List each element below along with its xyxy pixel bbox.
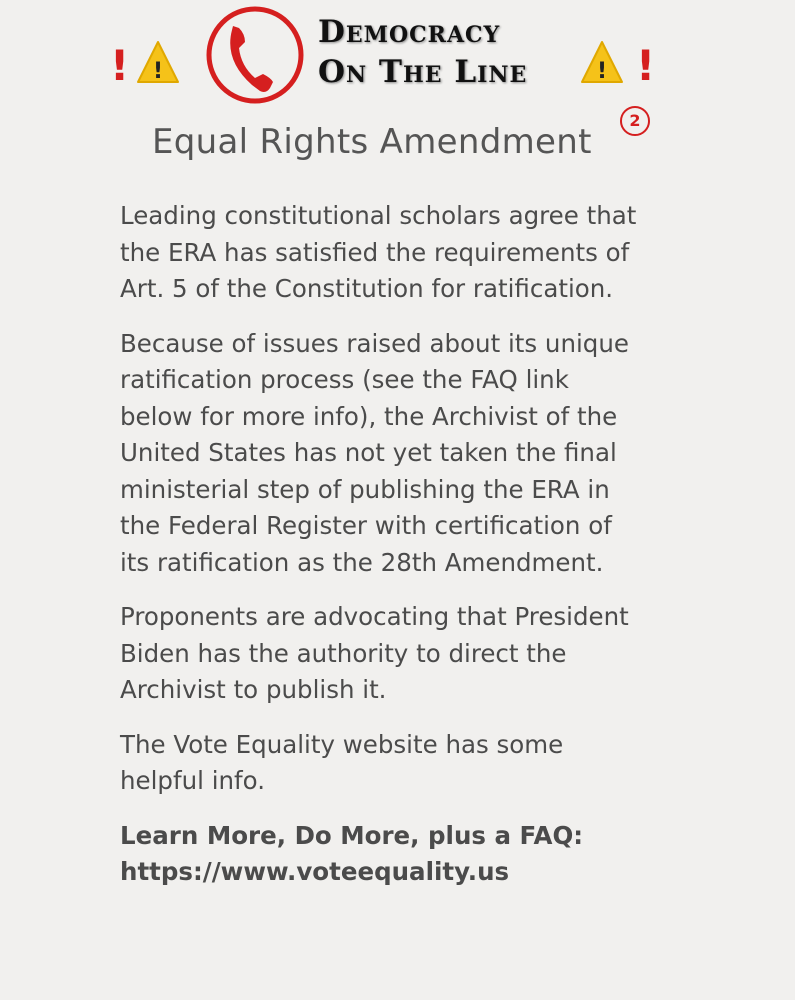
paragraph: The Vote Equality website has some helpful info. bbox=[120, 729, 564, 795]
svg-text:!: ! bbox=[636, 41, 656, 90]
content bbox=[120, 198, 640, 909]
brand-line-2: On The Line bbox=[318, 54, 528, 90]
paragraph: Leading constitutional scholars agree that the ERA has satisfied the requirements of Art. 5 of the Constitution for ratification. bbox=[120, 201, 637, 303]
learn-more-label: Learn More, Do More, plus a FAQ: bbox=[120, 820, 584, 850]
learn-more bbox=[120, 818, 640, 891]
paragraph: Proponents are advocating that President Biden has the authority to direct the Archivist to publish it. bbox=[120, 602, 629, 704]
page-number-badge: 2 bbox=[620, 106, 650, 136]
svg-text:!: ! bbox=[597, 59, 608, 84]
exclamation-icon bbox=[636, 41, 655, 90]
brand-line-1: Democracy bbox=[318, 14, 501, 50]
logo bbox=[0, 0, 795, 120]
phone-icon bbox=[209, 9, 301, 101]
brand-name bbox=[318, 12, 527, 92]
svg-text:!: ! bbox=[110, 41, 130, 90]
paragraph: Because of issues raised about its unique ratification process (see the FAQ link below for more info), the Archivist of the United States has not yet taken the final ministerial step of publishing the ERA in the Federal Register with certification of its ratification as the 28th Amendment. bbox=[120, 328, 629, 577]
exclamation-icon bbox=[110, 41, 129, 90]
svg-text:!: ! bbox=[153, 59, 164, 84]
page-title: Equal Rights Amendment bbox=[152, 122, 592, 162]
website-link[interactable]: https://www.voteequality.us bbox=[120, 857, 510, 886]
warning-icon bbox=[138, 42, 178, 84]
warning-icon bbox=[582, 42, 622, 84]
